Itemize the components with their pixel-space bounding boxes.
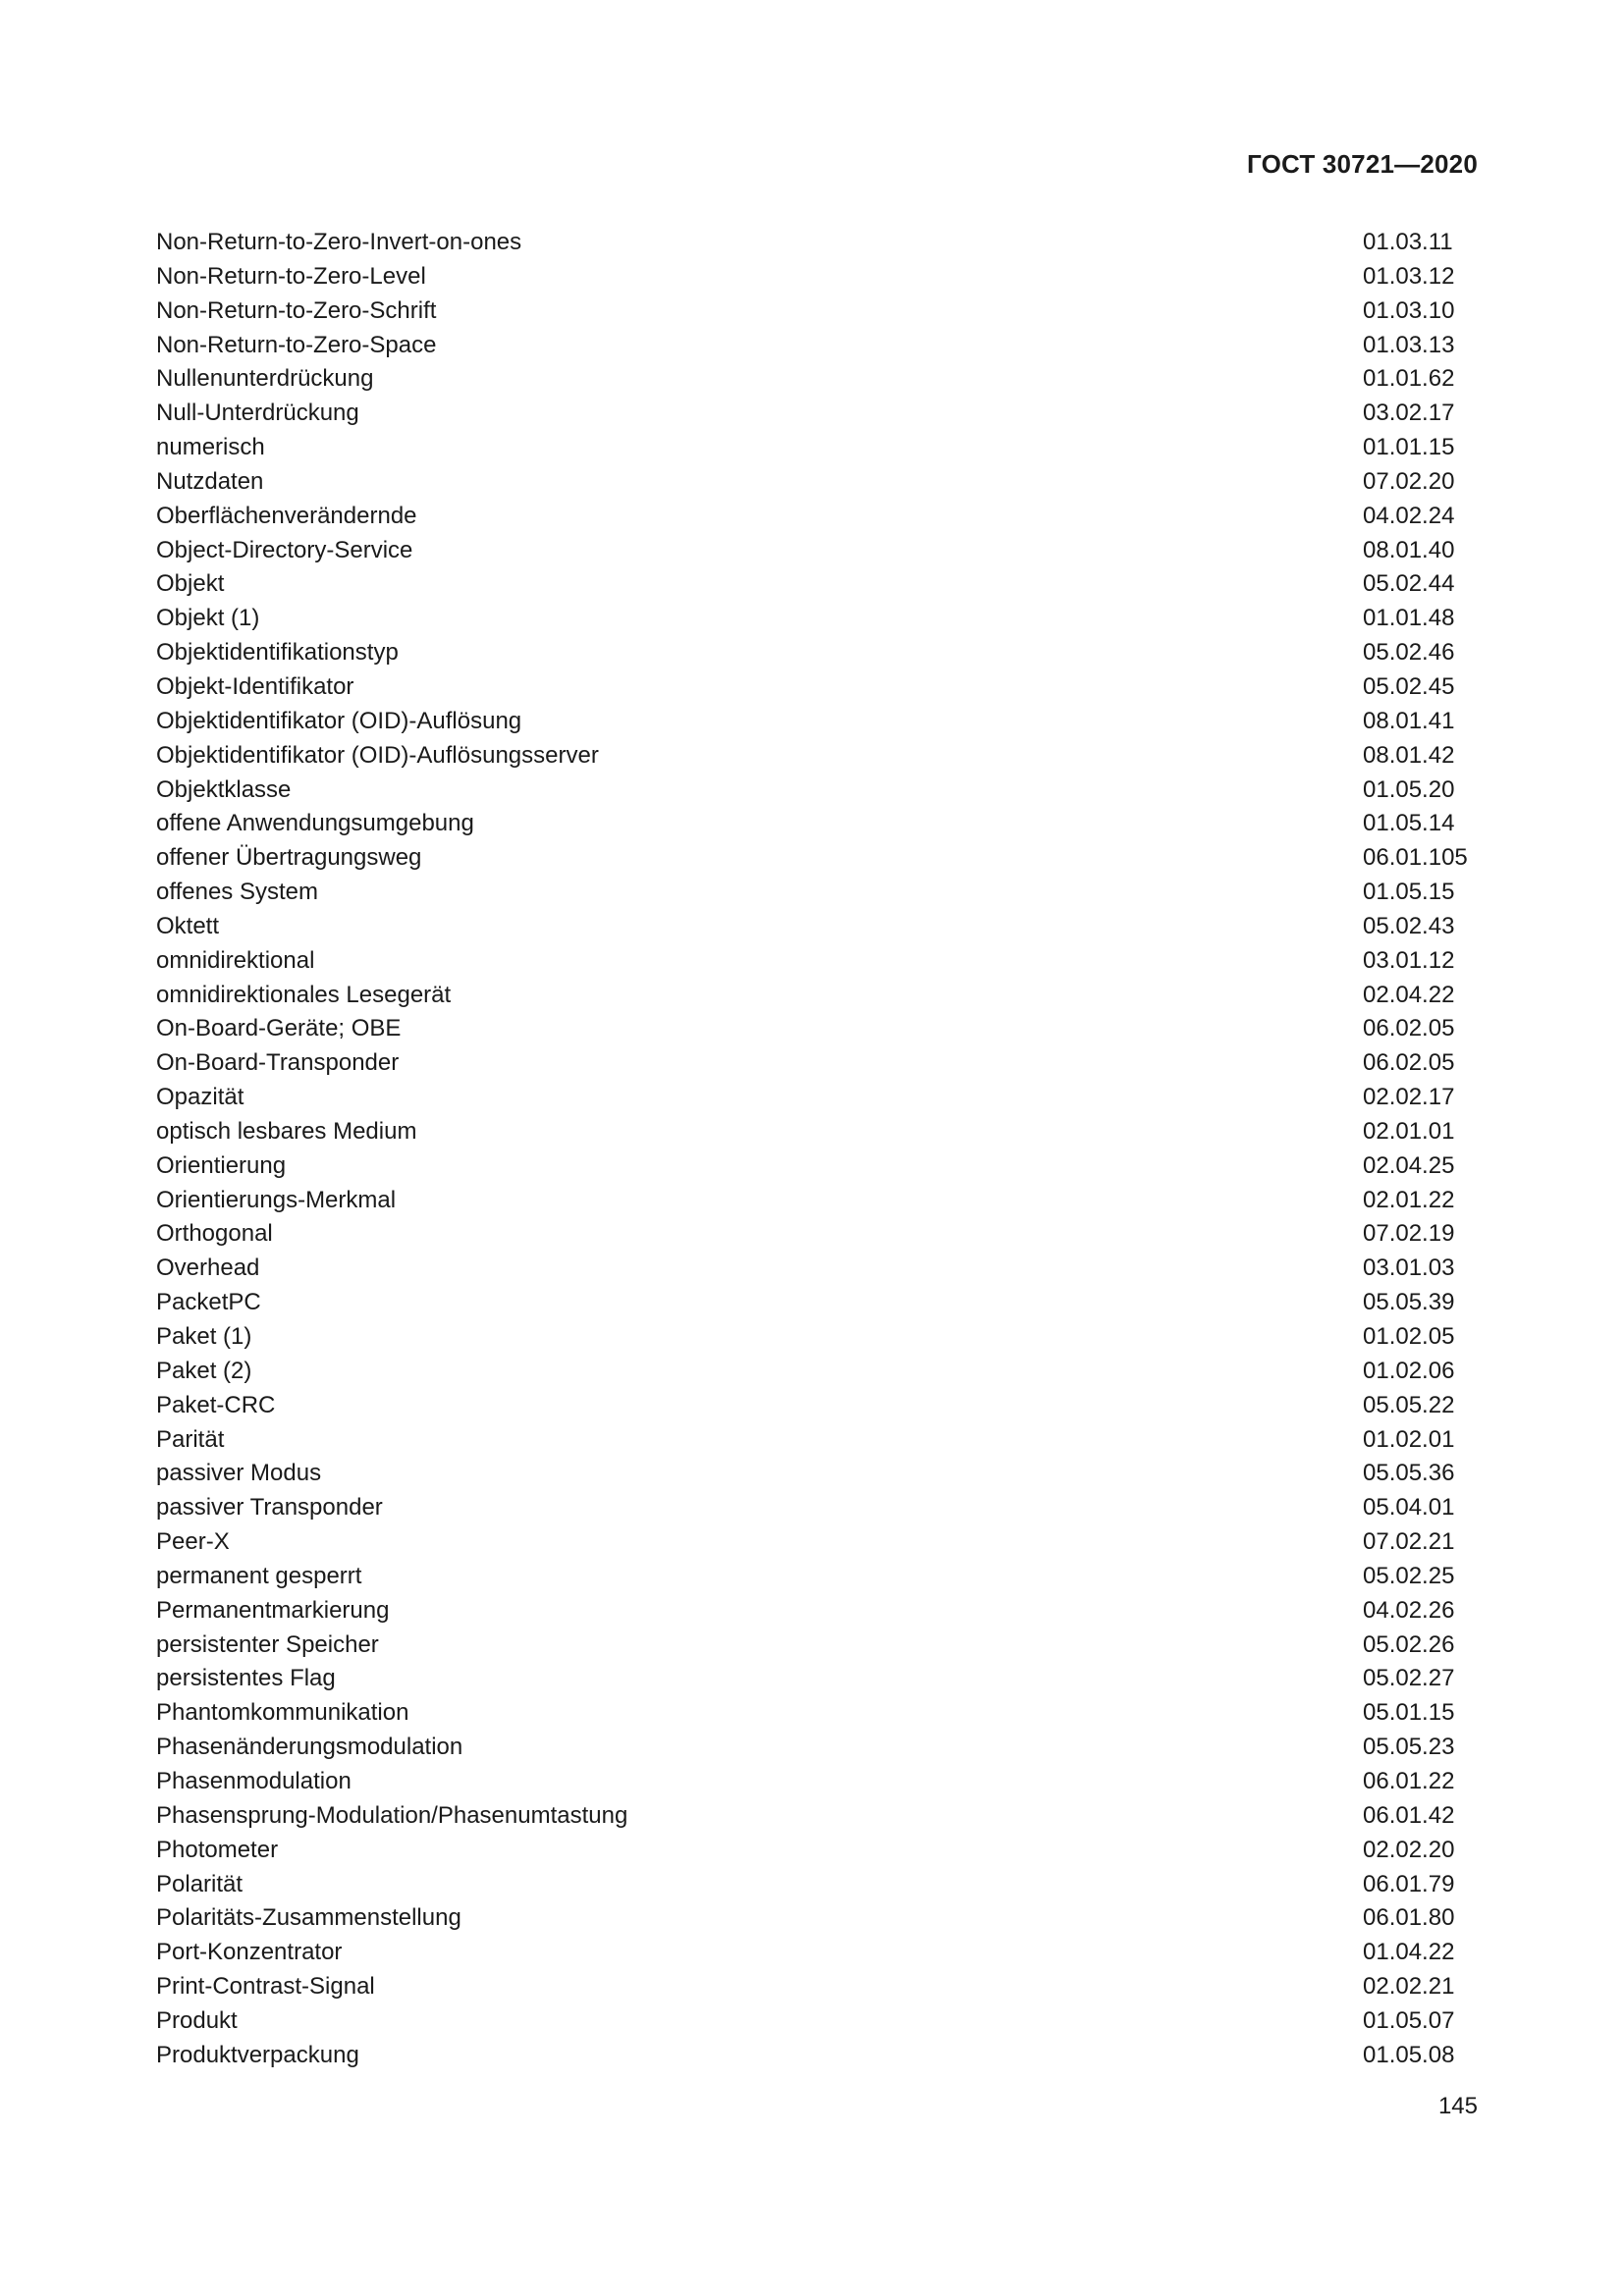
index-entry-row bbox=[156, 431, 1478, 465]
index-entry-code: 05.02.43 bbox=[1363, 912, 1455, 939]
index-entry-term: Photometer bbox=[156, 1836, 279, 1863]
index-entry-code: 02.02.17 bbox=[1363, 1084, 1455, 1111]
index-entry-row bbox=[156, 362, 1478, 397]
index-entry-row bbox=[156, 465, 1478, 500]
index-entry-code: 03.01.03 bbox=[1363, 1255, 1455, 1282]
index-entry-code: 05.05.22 bbox=[1363, 1391, 1455, 1418]
index-entry-row bbox=[156, 670, 1478, 705]
index-entry-row bbox=[156, 294, 1478, 329]
index-entry-row bbox=[156, 739, 1478, 774]
index-entry-row bbox=[156, 2004, 1478, 2039]
index-entry-term: Objektklasse bbox=[156, 775, 292, 803]
index-entry-term: Produkt bbox=[156, 2006, 238, 2034]
index-entry-row bbox=[156, 1901, 1478, 1936]
index-entry-code: 01.03.11 bbox=[1363, 229, 1453, 255]
index-entry-code: 01.01.48 bbox=[1363, 605, 1455, 632]
index-entry-row bbox=[156, 1217, 1478, 1252]
index-entry-term: Non-Return-to-Zero-Schrift bbox=[156, 296, 437, 324]
index-entry-code: 07.02.19 bbox=[1363, 1220, 1455, 1248]
index-entry-row bbox=[156, 1491, 1478, 1525]
index-entry-term: Parität bbox=[156, 1425, 225, 1453]
index-entry-term: Paket-CRC bbox=[156, 1391, 276, 1418]
index-entry-term: Non-Return-to-Zero-Space bbox=[156, 331, 437, 358]
index-entry-term: On-Board-Geräte; OBE bbox=[156, 1015, 402, 1042]
index-entry-code: 01.03.12 bbox=[1363, 262, 1455, 290]
index-entry-row bbox=[156, 807, 1478, 841]
index-entry-term: persistentes Flag bbox=[156, 1665, 336, 1692]
index-entry-row bbox=[156, 1252, 1478, 1286]
index-entry-code: 01.05.15 bbox=[1363, 879, 1455, 906]
index-entry-term: Nullenunterdrückung bbox=[156, 365, 374, 393]
index-entry-row bbox=[156, 1184, 1478, 1218]
index-entry-code: 04.02.26 bbox=[1363, 1596, 1455, 1624]
index-entry-term: Orientierungs-Merkmal bbox=[156, 1186, 397, 1213]
index-entry-term: passiver Transponder bbox=[156, 1494, 383, 1522]
index-entry-term: Peer-X bbox=[156, 1528, 230, 1556]
index-entry-code: 06.02.05 bbox=[1363, 1049, 1455, 1077]
index-entry-term: optisch lesbares Medium bbox=[156, 1117, 417, 1145]
index-entry-row bbox=[156, 1046, 1478, 1081]
index-entry-term: Non-Return-to-Zero-Level bbox=[156, 262, 426, 290]
index-entry-code: 01.05.20 bbox=[1363, 775, 1455, 803]
index-entry-term: offene Anwendungsumgebung bbox=[156, 810, 474, 837]
index-entry-code: 07.02.21 bbox=[1363, 1528, 1455, 1556]
index-entry-term: Object-Directory-Service bbox=[156, 536, 413, 563]
index-entry-code: 01.02.01 bbox=[1363, 1425, 1455, 1453]
index-entry-code: 01.03.10 bbox=[1363, 296, 1455, 324]
index-entry-code: 01.04.22 bbox=[1363, 1939, 1455, 1966]
index-entry-code: 06.01.105 bbox=[1363, 844, 1468, 872]
index-entry-term: Print-Contrast-Signal bbox=[156, 1973, 375, 2001]
index-entry-row bbox=[156, 602, 1478, 636]
index-entry-code: 06.01.80 bbox=[1363, 1904, 1455, 1932]
index-entry-code: 02.04.25 bbox=[1363, 1151, 1455, 1179]
index-entry-row bbox=[156, 1731, 1478, 1765]
index-entry-row bbox=[156, 1355, 1478, 1389]
index-entry-row bbox=[156, 1868, 1478, 1902]
index-entry-row bbox=[156, 1389, 1478, 1423]
index-entry-term: Paket (2) bbox=[156, 1357, 252, 1384]
index-entry-row bbox=[156, 397, 1478, 431]
index-entry-term: Null-Unterdrückung bbox=[156, 400, 359, 427]
index-entry-code: 08.01.40 bbox=[1363, 536, 1455, 563]
index-entry-code: 03.02.17 bbox=[1363, 400, 1455, 427]
index-entry-term: Objekt-Identifikator bbox=[156, 672, 354, 700]
index-entry-row bbox=[156, 979, 1478, 1013]
index-entry-row bbox=[156, 1286, 1478, 1320]
index-entry-row bbox=[156, 1320, 1478, 1355]
index-entry-row bbox=[156, 1936, 1478, 1970]
index-entry-code: 07.02.20 bbox=[1363, 467, 1455, 495]
index-entry-code: 05.04.01 bbox=[1363, 1494, 1455, 1522]
index-entry-code: 02.04.22 bbox=[1363, 981, 1455, 1008]
index-entry-term: Oberflächenverändernde bbox=[156, 502, 417, 529]
index-entry-term: Phasenmodulation bbox=[156, 1767, 352, 1794]
index-entry-code: 05.05.36 bbox=[1363, 1460, 1455, 1487]
index-entry-term: Phasenänderungsmodulation bbox=[156, 1734, 463, 1761]
index-entry-row bbox=[156, 1457, 1478, 1491]
index-entry-term: Polarität bbox=[156, 1870, 244, 1897]
index-entry-code: 05.02.46 bbox=[1363, 639, 1455, 667]
index-entry-row bbox=[156, 841, 1478, 876]
index-entry-row bbox=[156, 1629, 1478, 1663]
index-entry-row bbox=[156, 774, 1478, 808]
index-entry-code: 06.01.22 bbox=[1363, 1767, 1455, 1794]
index-entry-term: passiver Modus bbox=[156, 1460, 322, 1487]
page-number: 145 bbox=[1437, 2093, 1478, 2119]
index-entry-code: 01.01.62 bbox=[1363, 365, 1455, 393]
index-entry-term: Non-Return-to-Zero-Invert-on-ones bbox=[156, 229, 522, 255]
index-entry-term: offener Übertragungsweg bbox=[156, 844, 422, 872]
index-entry-row bbox=[156, 1115, 1478, 1149]
index-entry-term: offenes System bbox=[156, 879, 318, 906]
index-entry-code: 02.01.01 bbox=[1363, 1117, 1455, 1145]
index-entry-code: 05.05.23 bbox=[1363, 1734, 1455, 1761]
index-entry-row bbox=[156, 534, 1478, 568]
index-entry-term: Produktverpackung bbox=[156, 2041, 359, 2068]
index-entry-row bbox=[156, 329, 1478, 363]
index-entry-row bbox=[156, 1423, 1478, 1458]
index-entry-code: 05.02.45 bbox=[1363, 672, 1455, 700]
index-entry-term: Oktett bbox=[156, 912, 220, 939]
index-entry-row bbox=[156, 260, 1478, 294]
index-entry-term: Phasensprung-Modulation/Phasenumtastung bbox=[156, 1801, 628, 1829]
index-entry-code: 01.02.05 bbox=[1363, 1323, 1455, 1350]
index-entry-row bbox=[156, 705, 1478, 739]
index-entry-row bbox=[156, 1012, 1478, 1046]
index-entry-row bbox=[156, 2039, 1478, 2073]
index-entry-row bbox=[156, 1696, 1478, 1731]
index-entry-code: 01.05.08 bbox=[1363, 2041, 1455, 2068]
index-entry-code: 02.01.22 bbox=[1363, 1186, 1455, 1213]
index-entry-code: 05.02.26 bbox=[1363, 1630, 1455, 1658]
index-entry-term: Orientierung bbox=[156, 1151, 287, 1179]
index-entry-row bbox=[156, 1970, 1478, 2004]
index-entry-code: 05.02.25 bbox=[1363, 1562, 1455, 1589]
index-entry-row bbox=[156, 1834, 1478, 1868]
index-entry-row bbox=[156, 500, 1478, 534]
index-entry-term: Objektidentifikationstyp bbox=[156, 639, 399, 667]
index-entry-code: 08.01.42 bbox=[1363, 741, 1455, 769]
index-entry-term: omnidirektional bbox=[156, 946, 315, 974]
index-entry-code: 04.02.24 bbox=[1363, 502, 1455, 529]
index-entry-code: 03.01.12 bbox=[1363, 946, 1455, 974]
index-entry-term: Opazität bbox=[156, 1084, 244, 1111]
index-entry-row bbox=[156, 1525, 1478, 1560]
index-entry-code: 06.02.05 bbox=[1363, 1015, 1455, 1042]
index-entry-term: omnidirektionales Lesegerät bbox=[156, 981, 452, 1008]
index-entry-code: 05.02.27 bbox=[1363, 1665, 1455, 1692]
index-entry-term: Objekt (1) bbox=[156, 605, 260, 632]
index-entry-row bbox=[156, 1560, 1478, 1594]
index-entry-term: Nutzdaten bbox=[156, 467, 264, 495]
index-entry-row bbox=[156, 910, 1478, 944]
index-entry-code: 02.02.20 bbox=[1363, 1836, 1455, 1863]
index-entry-code: 01.02.06 bbox=[1363, 1357, 1455, 1384]
term-index-list bbox=[156, 226, 1478, 2073]
index-entry-code: 06.01.79 bbox=[1363, 1870, 1455, 1897]
index-entry-row bbox=[156, 876, 1478, 910]
index-entry-term: Paket (1) bbox=[156, 1323, 252, 1350]
index-entry-row bbox=[156, 1662, 1478, 1696]
index-entry-row bbox=[156, 1149, 1478, 1184]
index-entry-term: Phantomkommunikation bbox=[156, 1699, 409, 1727]
index-entry-code: 08.01.41 bbox=[1363, 707, 1455, 734]
index-entry-term: Objektidentifikator (OID)-Auflösung bbox=[156, 707, 522, 734]
index-entry-code: 05.01.15 bbox=[1363, 1699, 1455, 1727]
index-entry-row bbox=[156, 567, 1478, 602]
index-entry-term: persistenter Speicher bbox=[156, 1630, 379, 1658]
index-entry-row bbox=[156, 944, 1478, 979]
index-entry-term: Objektidentifikator (OID)-Auflösungsserver bbox=[156, 741, 599, 769]
index-entry-term: Permanentmarkierung bbox=[156, 1596, 390, 1624]
index-entry-code: 01.01.15 bbox=[1363, 434, 1455, 461]
index-entry-row bbox=[156, 226, 1478, 260]
index-entry-code: 01.05.14 bbox=[1363, 810, 1455, 837]
index-entry-row bbox=[156, 1765, 1478, 1799]
index-entry-term: Overhead bbox=[156, 1255, 260, 1282]
document-header-standard: ГОСТ 30721—2020 bbox=[1247, 149, 1478, 179]
index-entry-code: 01.05.07 bbox=[1363, 2006, 1455, 2034]
index-entry-term: Port-Konzentrator bbox=[156, 1939, 343, 1966]
index-entry-term: Orthogonal bbox=[156, 1220, 273, 1248]
index-entry-code: 05.05.39 bbox=[1363, 1289, 1455, 1316]
index-entry-term: numerisch bbox=[156, 434, 265, 461]
index-entry-row bbox=[156, 636, 1478, 670]
index-entry-term: Polaritäts-Zusammenstellung bbox=[156, 1904, 461, 1932]
index-entry-code: 05.02.44 bbox=[1363, 570, 1455, 598]
index-entry-row bbox=[156, 1799, 1478, 1834]
index-entry-code: 06.01.42 bbox=[1363, 1801, 1455, 1829]
index-entry-row bbox=[156, 1081, 1478, 1115]
index-entry-term: PacketPC bbox=[156, 1289, 261, 1316]
index-entry-code: 02.02.21 bbox=[1363, 1973, 1455, 2001]
index-entry-term: On-Board-Transponder bbox=[156, 1049, 400, 1077]
index-entry-row bbox=[156, 1594, 1478, 1629]
index-entry-term: permanent gesperrt bbox=[156, 1562, 362, 1589]
index-entry-code: 01.03.13 bbox=[1363, 331, 1455, 358]
index-entry-term: Objekt bbox=[156, 570, 225, 598]
